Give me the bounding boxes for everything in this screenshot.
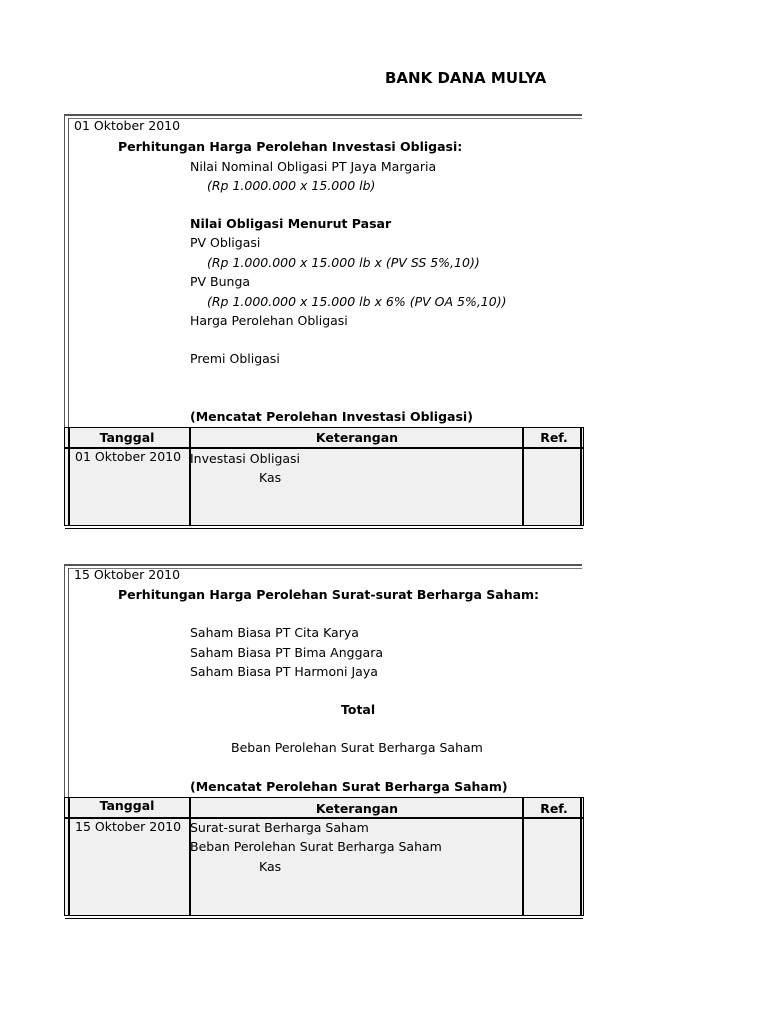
journal1-col-rule	[522, 428, 524, 525]
journal1-date: 01 Oktober 2010	[75, 449, 182, 464]
journal2-header-date: Tanggal	[99, 798, 155, 813]
section1-heading: Perhitungan Harga Perolehan Investasi Obligasi:	[118, 139, 463, 154]
section2-left-border	[64, 564, 65, 797]
section2-date: 15 Oktober 2010	[74, 567, 181, 582]
beban-label: Beban Perolehan Surat Berharga Saham	[231, 740, 483, 755]
market-heading: Nilai Obligasi Menurut Pasar	[190, 216, 392, 231]
journal1-header-date: Tanggal	[99, 430, 155, 445]
journal1-header-desc: Keterangan	[315, 430, 399, 445]
journal1-col-rule	[580, 428, 582, 525]
journal1-bottom-rule	[65, 528, 583, 529]
section1-left-border	[64, 114, 65, 428]
pv-obligasi-formula: (Rp 1.000.000 x 15.000 lb x (PV SS 5%,10))	[207, 255, 480, 270]
journal2-col-rule	[580, 798, 582, 915]
page-title: BANK DANA MULYA	[385, 69, 547, 87]
nominal-label: Nilai Nominal Obligasi PT Jaya Margaria	[190, 159, 437, 174]
saham-item-2: Saham Biasa PT Bima Anggara	[190, 645, 383, 660]
journal1-col-rule	[68, 428, 70, 525]
journal2-col-rule	[68, 798, 70, 915]
journal2-date: 15 Oktober 2010	[75, 819, 182, 834]
journal-table-1	[64, 427, 584, 526]
pv-bunga-formula: (Rp 1.000.000 x 15.000 lb x 6% (PV OA 5%,10))	[207, 294, 507, 309]
section1-left-border-inner	[68, 118, 69, 428]
journal2-col-rule	[189, 798, 191, 915]
journal2-line3: Kas	[259, 859, 282, 874]
saham-item-1: Saham Biasa PT Cita Karya	[190, 625, 359, 640]
premi-label: Premi Obligasi	[190, 351, 280, 366]
journal2-col-rule	[522, 798, 524, 915]
journal2-line1: Surat-surat Berharga Saham	[190, 820, 369, 835]
journal2-header-desc: Keterangan	[315, 801, 399, 816]
journal2-line2: Beban Perolehan Surat Berharga Saham	[190, 839, 442, 854]
journal1-line1: Investasi Obligasi	[190, 451, 301, 466]
section1-top-border	[64, 114, 582, 116]
harga-label: Harga Perolehan Obligasi	[190, 313, 348, 328]
journal1-line2: Kas	[259, 470, 282, 485]
journal1-col-rule	[189, 428, 191, 525]
section1-date: 01 Oktober 2010	[74, 118, 181, 133]
nominal-formula: (Rp 1.000.000 x 15.000 lb)	[207, 178, 376, 193]
total-label: Total	[341, 702, 376, 717]
journal1-header-ref: Ref.	[540, 430, 568, 445]
journal-table-2	[64, 797, 584, 916]
pv-obligasi-label: PV Obligasi	[190, 235, 261, 250]
journal2-bottom-rule	[65, 918, 583, 919]
section2-left-border-inner	[68, 568, 69, 797]
saham-item-3: Saham Biasa PT Harmoni Jaya	[190, 664, 378, 679]
section2-heading: Perhitungan Harga Perolehan Surat-surat Berharga Saham:	[118, 587, 540, 602]
section1-note: (Mencatat Perolehan Investasi Obligasi)	[190, 409, 473, 424]
section2-top-border	[64, 564, 582, 566]
pv-bunga-label: PV Bunga	[190, 274, 251, 289]
journal2-header-ref: Ref.	[540, 801, 568, 816]
section2-note: (Mencatat Perolehan Surat Berharga Saham)	[190, 779, 508, 794]
